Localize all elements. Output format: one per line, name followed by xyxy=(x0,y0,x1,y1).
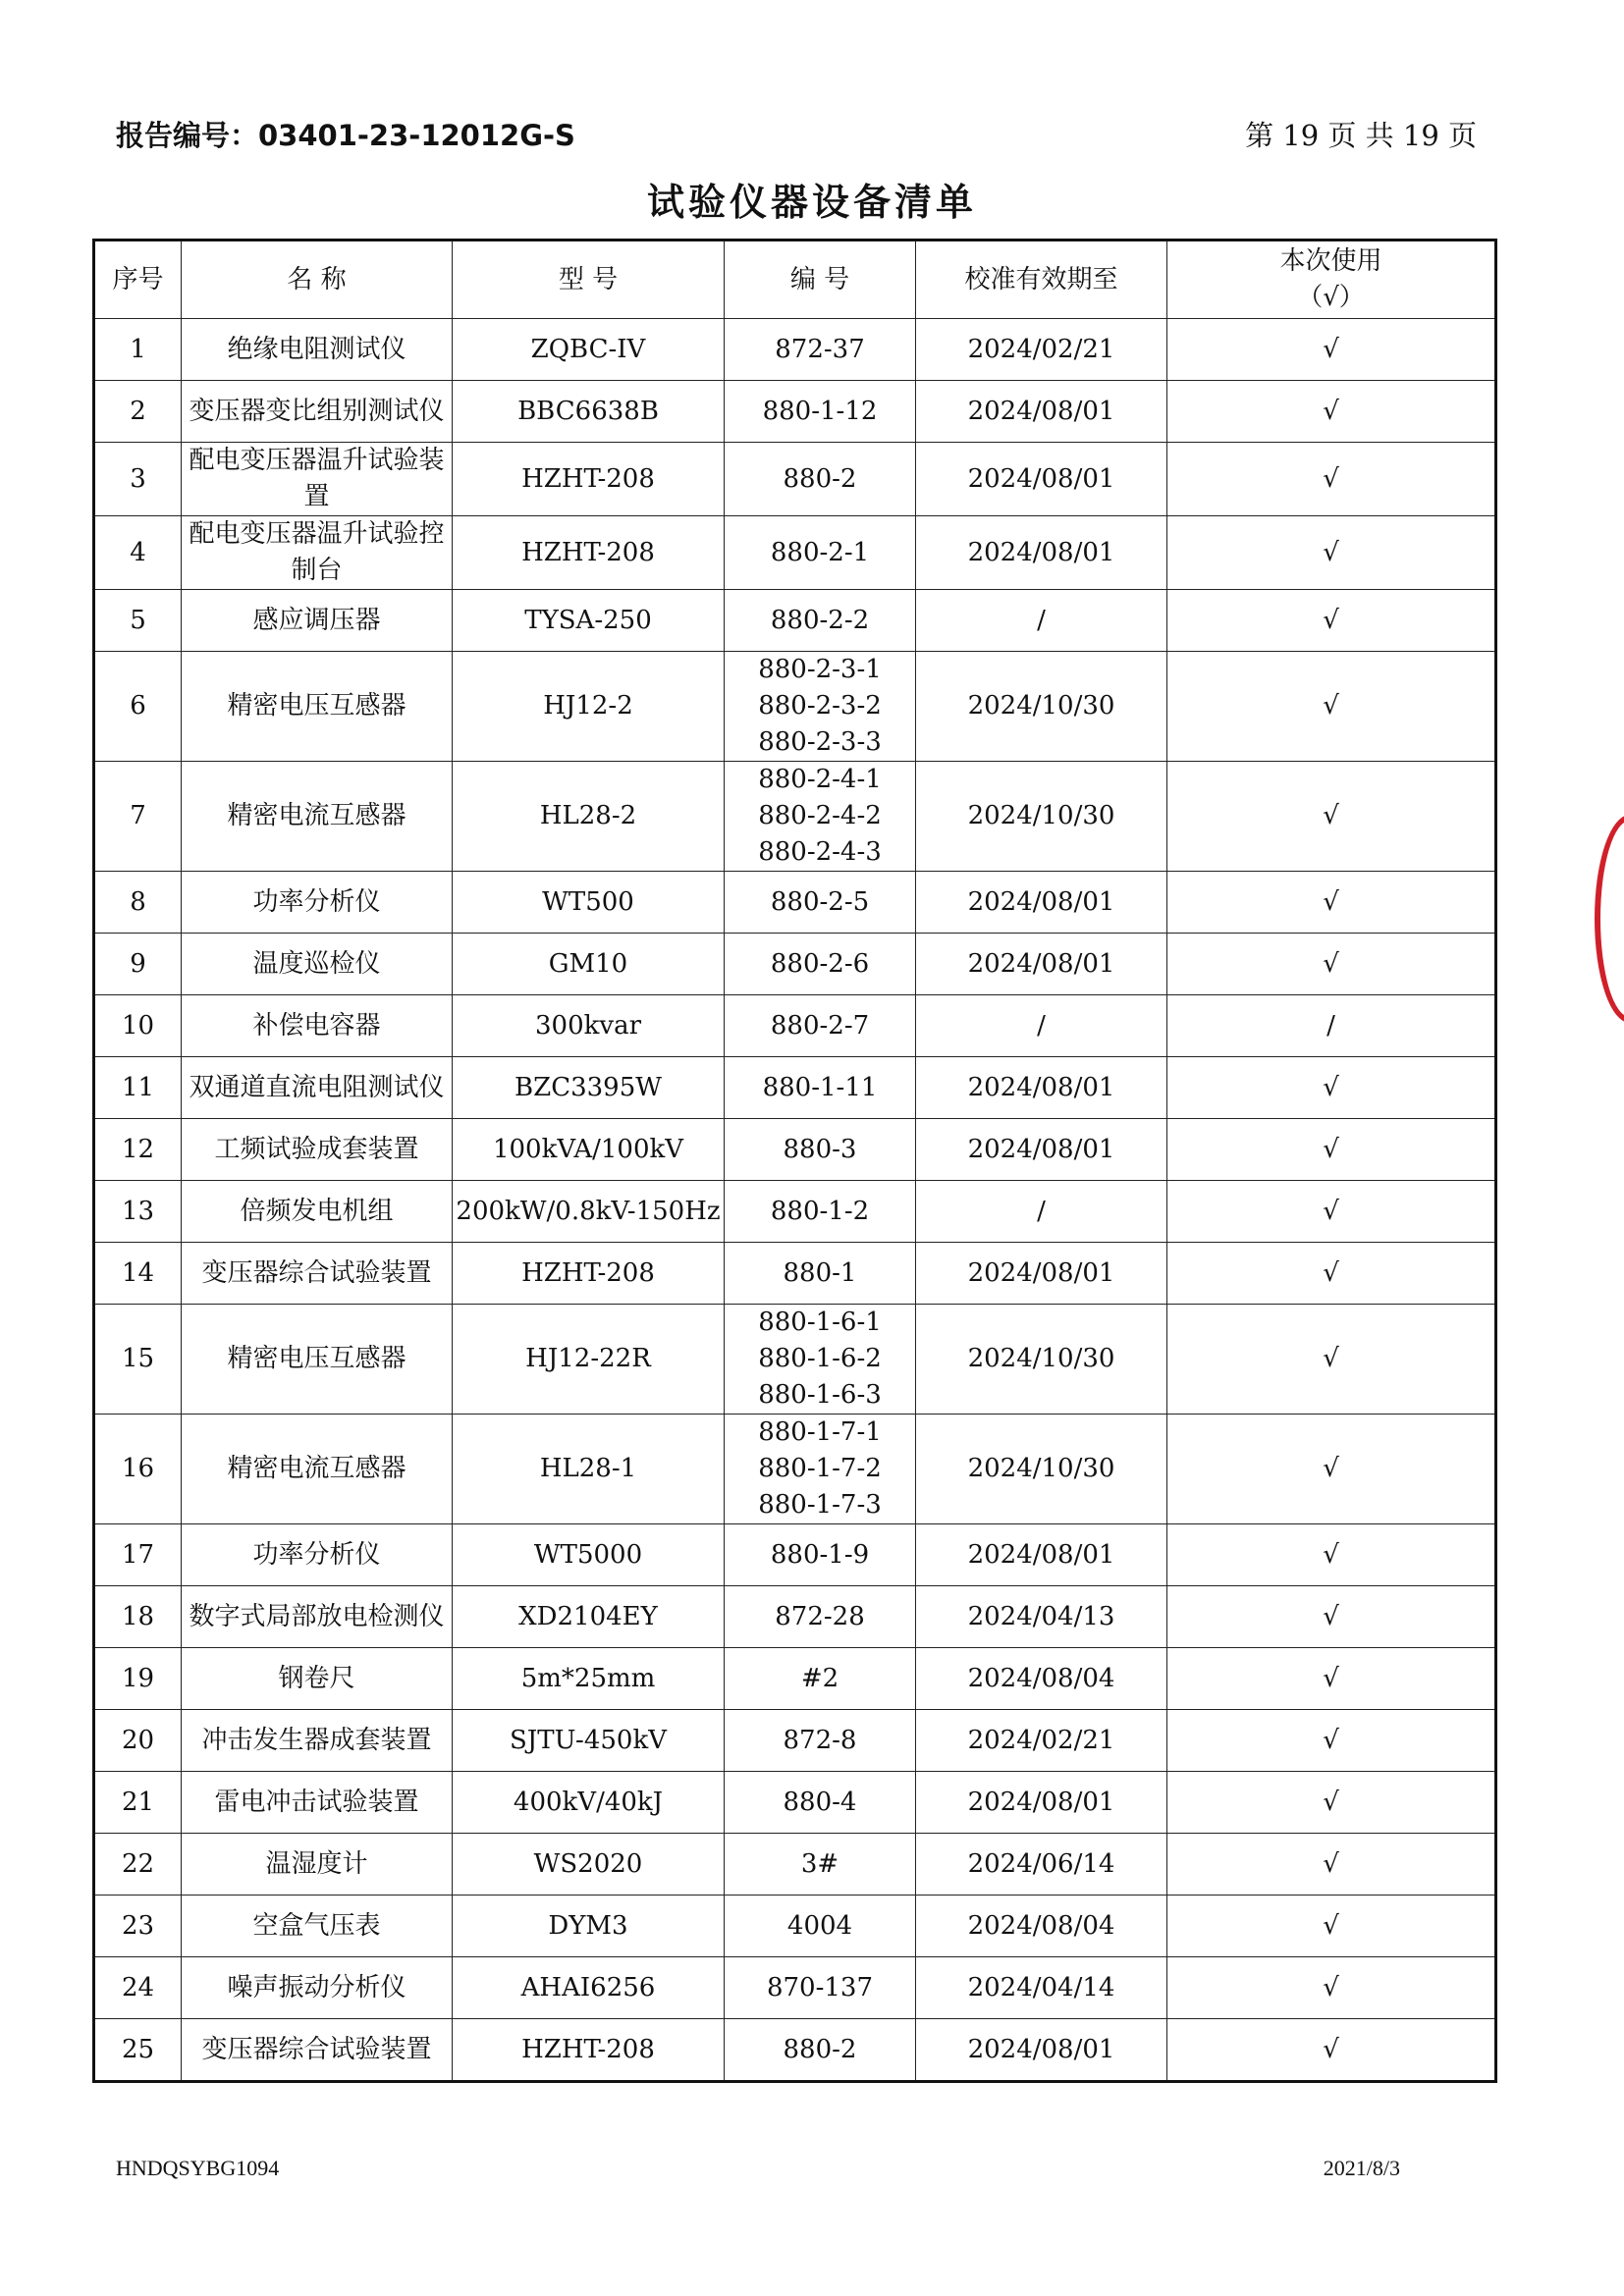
cell-valid: 2024/08/01 xyxy=(916,381,1167,443)
code-line: 880-1-6-3 xyxy=(758,1380,882,1410)
cell-name: 精密电流互感器 xyxy=(182,762,453,872)
table-body xyxy=(94,319,1496,2082)
col-header-name: 名 称 xyxy=(182,240,453,319)
cell-used: √ xyxy=(1167,1181,1496,1243)
cell-model: TYSA-250 xyxy=(453,590,725,652)
table-row xyxy=(94,1524,1496,1586)
cell-valid: 2024/10/30 xyxy=(916,652,1167,762)
cell-name: 雷电冲击试验装置 xyxy=(182,1772,453,1834)
report-number: 报告编号：03401-23-12012G-S xyxy=(116,119,575,152)
seal-stamp-fragment xyxy=(1595,815,1624,1023)
code-line: 880-1-11 xyxy=(762,1072,878,1102)
cell-code xyxy=(725,590,916,652)
code-line: 870-137 xyxy=(766,1972,874,2002)
code-line: 880-2-7 xyxy=(770,1010,870,1041)
cell-valid: 2024/08/04 xyxy=(916,1896,1167,1957)
code-line: 880-1-12 xyxy=(762,396,878,426)
cell-model: HZHT-208 xyxy=(453,2019,725,2082)
cell-name: 变压器变比组别测试仪 xyxy=(182,381,453,443)
cell-valid: 2024/02/21 xyxy=(916,319,1167,381)
cell-valid: 2024/02/21 xyxy=(916,1710,1167,1772)
code-line: 880-2-5 xyxy=(770,886,870,917)
code-line: 872-28 xyxy=(775,1601,865,1631)
cell-model: XD2104EY xyxy=(453,1586,725,1648)
table-row xyxy=(94,995,1496,1057)
cell-code xyxy=(725,872,916,934)
col-header-code: 编 号 xyxy=(725,240,916,319)
cell-used: √ xyxy=(1167,319,1496,381)
cell-code xyxy=(725,381,916,443)
cell-used: √ xyxy=(1167,1586,1496,1648)
cell-used: √ xyxy=(1167,516,1496,590)
table-row xyxy=(94,1896,1496,1957)
cell-no: 16 xyxy=(94,1415,182,1524)
table-row xyxy=(94,872,1496,934)
cell-model: WT5000 xyxy=(453,1524,725,1586)
cell-model: SJTU-450kV xyxy=(453,1710,725,1772)
form-date: 2021/8/3 xyxy=(1323,2156,1400,2180)
cell-model: HJ12-2 xyxy=(453,652,725,762)
cell-name: 温度巡检仪 xyxy=(182,934,453,995)
cell-used: √ xyxy=(1167,1119,1496,1181)
cell-code xyxy=(725,1243,916,1305)
table-row xyxy=(94,1834,1496,1896)
cell-valid: 2024/08/01 xyxy=(916,1119,1167,1181)
cell-code xyxy=(725,1415,916,1524)
cell-code xyxy=(725,1305,916,1415)
cell-valid: 2024/08/01 xyxy=(916,1243,1167,1305)
cell-no: 21 xyxy=(94,1772,182,1834)
col-header-used-line1: 本次使用 xyxy=(1279,246,1382,276)
cell-used: √ xyxy=(1167,934,1496,995)
cell-valid: 2024/10/30 xyxy=(916,1305,1167,1415)
code-line: 4004 xyxy=(786,1910,853,1941)
cell-name: 变压器综合试验装置 xyxy=(182,1243,453,1305)
cell-code xyxy=(725,2019,916,2082)
cell-name: 配电变压器温升试验控制台 xyxy=(182,516,453,590)
cell-no: 2 xyxy=(94,381,182,443)
cell-name: 功率分析仪 xyxy=(182,872,453,934)
table-row xyxy=(94,516,1496,590)
code-line: 880-2-3-3 xyxy=(758,727,882,757)
cell-used: √ xyxy=(1167,1415,1496,1524)
cell-name: 数字式局部放电检测仪 xyxy=(182,1586,453,1648)
cell-code xyxy=(725,1772,916,1834)
code-line: 880-2-3-2 xyxy=(758,691,882,721)
cell-no: 9 xyxy=(94,934,182,995)
code-line: 880-1-6-2 xyxy=(758,1344,882,1373)
code-line: 880-1 xyxy=(783,1257,857,1288)
cell-no: 18 xyxy=(94,1586,182,1648)
cell-valid: 2024/10/30 xyxy=(916,762,1167,872)
cell-name: 变压器综合试验装置 xyxy=(182,2019,453,2082)
col-header-valid: 校准有效期至 xyxy=(916,240,1167,319)
cell-model: 100kVA/100kV xyxy=(453,1119,725,1181)
cell-used: √ xyxy=(1167,1305,1496,1415)
cell-no: 4 xyxy=(94,516,182,590)
cell-used: √ xyxy=(1167,1710,1496,1772)
cell-valid: 2024/08/04 xyxy=(916,1648,1167,1710)
cell-no: 12 xyxy=(94,1119,182,1181)
page-indicator: 第 19 页 共 19 页 xyxy=(1245,119,1477,152)
cell-name: 工频试验成套装置 xyxy=(182,1119,453,1181)
cell-no: 20 xyxy=(94,1710,182,1772)
table-row xyxy=(94,1648,1496,1710)
cell-no: 8 xyxy=(94,872,182,934)
cell-name: 补偿电容器 xyxy=(182,995,453,1057)
code-line: 880-1-6-1 xyxy=(758,1308,882,1337)
code-line: 880-2 xyxy=(783,2034,857,2064)
cell-model: 300kvar xyxy=(453,995,725,1057)
equipment-table xyxy=(92,239,1497,2083)
cell-used: √ xyxy=(1167,1896,1496,1957)
table-row xyxy=(94,1119,1496,1181)
cell-name: 绝缘电阻测试仪 xyxy=(182,319,453,381)
cell-valid: 2024/04/14 xyxy=(916,1957,1167,2019)
cell-code xyxy=(725,995,916,1057)
code-line: 880-2-6 xyxy=(770,948,870,979)
cell-used: √ xyxy=(1167,590,1496,652)
col-header-used xyxy=(1167,240,1496,319)
cell-code xyxy=(725,1896,916,1957)
cell-name: 空盒气压表 xyxy=(182,1896,453,1957)
code-line: 872-8 xyxy=(783,1725,857,1755)
cell-no: 3 xyxy=(94,443,182,516)
cell-model: WS2020 xyxy=(453,1834,725,1896)
cell-model: 400kV/40kJ xyxy=(453,1772,725,1834)
cell-name: 精密电流互感器 xyxy=(182,1415,453,1524)
cell-name: 温湿度计 xyxy=(182,1834,453,1896)
cell-valid: 2024/08/01 xyxy=(916,872,1167,934)
table-header-row xyxy=(94,240,1496,319)
table-row xyxy=(94,381,1496,443)
code-line: 880-2 xyxy=(783,463,857,494)
cell-code xyxy=(725,652,916,762)
cell-code xyxy=(725,1957,916,2019)
code-line: 880-1-9 xyxy=(770,1539,870,1570)
cell-model: 200kW/0.8kV-150Hz xyxy=(453,1181,725,1243)
cell-no: 22 xyxy=(94,1834,182,1896)
cell-used: √ xyxy=(1167,1772,1496,1834)
cell-valid: 2024/08/01 xyxy=(916,1524,1167,1586)
cell-code xyxy=(725,1181,916,1243)
cell-model: BZC3395W xyxy=(453,1057,725,1119)
cell-valid: 2024/06/14 xyxy=(916,1834,1167,1896)
code-line: 880-2-4-3 xyxy=(758,837,882,867)
cell-used: √ xyxy=(1167,2019,1496,2082)
cell-name: 双通道直流电阻测试仪 xyxy=(182,1057,453,1119)
col-header-no: 序号 xyxy=(94,240,182,319)
cell-model: HZHT-208 xyxy=(453,443,725,516)
cell-code xyxy=(725,934,916,995)
cell-name: 感应调压器 xyxy=(182,590,453,652)
cell-valid: 2024/08/01 xyxy=(916,1772,1167,1834)
cell-used: √ xyxy=(1167,443,1496,516)
table-row xyxy=(94,934,1496,995)
cell-no: 23 xyxy=(94,1896,182,1957)
cell-name: 精密电压互感器 xyxy=(182,1305,453,1415)
table-row xyxy=(94,1305,1496,1415)
table-row xyxy=(94,1772,1496,1834)
cell-model: HZHT-208 xyxy=(453,516,725,590)
cell-no: 15 xyxy=(94,1305,182,1415)
code-line: #2 xyxy=(800,1663,839,1693)
cell-used: / xyxy=(1167,995,1496,1057)
cell-valid: 2024/08/01 xyxy=(916,516,1167,590)
col-header-model: 型 号 xyxy=(453,240,725,319)
cell-valid: / xyxy=(916,995,1167,1057)
cell-no: 24 xyxy=(94,1957,182,2019)
cell-model: HL28-1 xyxy=(453,1415,725,1524)
col-header-used-line2: （√） xyxy=(1297,283,1365,312)
cell-used: √ xyxy=(1167,1057,1496,1119)
cell-code xyxy=(725,1119,916,1181)
cell-code xyxy=(725,762,916,872)
cell-used: √ xyxy=(1167,1524,1496,1586)
code-line: 880-1-7-3 xyxy=(758,1490,882,1520)
cell-no: 11 xyxy=(94,1057,182,1119)
cell-no: 6 xyxy=(94,652,182,762)
cell-code xyxy=(725,1834,916,1896)
cell-no: 14 xyxy=(94,1243,182,1305)
cell-code xyxy=(725,319,916,381)
table-row xyxy=(94,590,1496,652)
cell-used: √ xyxy=(1167,872,1496,934)
code-line: 880-2-4-1 xyxy=(758,765,882,794)
table-row xyxy=(94,319,1496,381)
table-row xyxy=(94,1057,1496,1119)
code-line: 880-1-2 xyxy=(770,1196,870,1226)
table-row xyxy=(94,1415,1496,1524)
cell-used: √ xyxy=(1167,652,1496,762)
cell-model: BBC6638B xyxy=(453,381,725,443)
cell-valid: 2024/08/01 xyxy=(916,443,1167,516)
cell-model: WT500 xyxy=(453,872,725,934)
table-row xyxy=(94,443,1496,516)
cell-name: 精密电压互感器 xyxy=(182,652,453,762)
table-row xyxy=(94,1586,1496,1648)
cell-valid: 2024/08/01 xyxy=(916,2019,1167,2082)
cell-model: HZHT-208 xyxy=(453,1243,725,1305)
cell-model: GM10 xyxy=(453,934,725,995)
cell-name: 噪声振动分析仪 xyxy=(182,1957,453,2019)
cell-code xyxy=(725,1710,916,1772)
code-line: 880-2-3-1 xyxy=(758,655,882,684)
table-row xyxy=(94,1710,1496,1772)
code-line: 880-2-1 xyxy=(770,537,870,567)
cell-name: 倍频发电机组 xyxy=(182,1181,453,1243)
table-row xyxy=(94,1181,1496,1243)
table-row xyxy=(94,1243,1496,1305)
code-line: 880-1-7-2 xyxy=(758,1454,882,1483)
cell-valid: 2024/10/30 xyxy=(916,1415,1167,1524)
cell-name: 钢卷尺 xyxy=(182,1648,453,1710)
code-line: 880-2-4-2 xyxy=(758,801,882,830)
cell-used: √ xyxy=(1167,1834,1496,1896)
cell-valid: / xyxy=(916,590,1167,652)
code-line: 880-1-7-1 xyxy=(758,1417,882,1447)
cell-code xyxy=(725,1648,916,1710)
cell-name: 冲击发生器成套装置 xyxy=(182,1710,453,1772)
cell-valid: 2024/08/01 xyxy=(916,1057,1167,1119)
cell-model: AHAI6256 xyxy=(453,1957,725,2019)
cell-valid: 2024/04/13 xyxy=(916,1586,1167,1648)
form-code: HNDQSYBG1094 xyxy=(116,2156,280,2180)
cell-code xyxy=(725,443,916,516)
cell-no: 7 xyxy=(94,762,182,872)
table-row xyxy=(94,652,1496,762)
page-title: 试验仪器设备清单 xyxy=(646,181,977,224)
cell-no: 17 xyxy=(94,1524,182,1586)
code-line: 880-2-2 xyxy=(770,605,870,635)
table-row xyxy=(94,2019,1496,2082)
code-line: 872-37 xyxy=(775,334,865,364)
cell-no: 5 xyxy=(94,590,182,652)
cell-used: √ xyxy=(1167,1243,1496,1305)
cell-model: ZQBC-IV xyxy=(453,319,725,381)
code-line: 880-4 xyxy=(783,1787,857,1817)
cell-no: 13 xyxy=(94,1181,182,1243)
cell-code xyxy=(725,1057,916,1119)
cell-used: √ xyxy=(1167,381,1496,443)
cell-code xyxy=(725,1586,916,1648)
cell-name: 功率分析仪 xyxy=(182,1524,453,1586)
cell-valid: 2024/08/01 xyxy=(916,934,1167,995)
cell-code xyxy=(725,1524,916,1586)
code-line: 880-3 xyxy=(783,1134,857,1164)
cell-model: 5m*25mm xyxy=(453,1648,725,1710)
cell-no: 25 xyxy=(94,2019,182,2082)
cell-no: 10 xyxy=(94,995,182,1057)
cell-used: √ xyxy=(1167,1648,1496,1710)
cell-name: 配电变压器温升试验装置 xyxy=(182,443,453,516)
cell-code xyxy=(725,516,916,590)
cell-valid: / xyxy=(916,1181,1167,1243)
cell-model: HL28-2 xyxy=(453,762,725,872)
cell-model: HJ12-22R xyxy=(453,1305,725,1415)
cell-used: √ xyxy=(1167,1957,1496,2019)
table-row xyxy=(94,762,1496,872)
table-row xyxy=(94,1957,1496,2019)
cell-no: 1 xyxy=(94,319,182,381)
code-line: 3# xyxy=(800,1848,839,1879)
cell-used: √ xyxy=(1167,762,1496,872)
cell-model: DYM3 xyxy=(453,1896,725,1957)
cell-no: 19 xyxy=(94,1648,182,1710)
